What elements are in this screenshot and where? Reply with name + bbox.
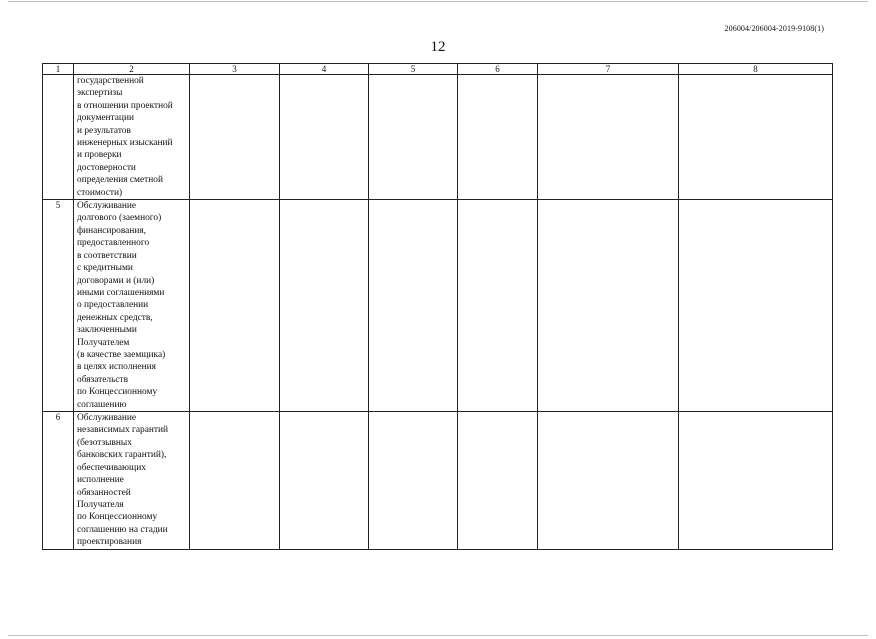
scan-top-edge xyxy=(8,1,868,2)
empty-cell xyxy=(369,75,458,200)
empty-cell xyxy=(538,412,679,550)
scan-bottom-edge xyxy=(8,635,868,636)
empty-cell xyxy=(280,412,369,550)
empty-cell xyxy=(538,200,679,412)
header-cell-8: 8 xyxy=(679,64,833,75)
row-description: Обслуживание независимых гарантий (безотзывных банковских гарантий), обеспечивающих исполнение обязанностей Получателя по Концессионному соглашению на стадии проектирования xyxy=(74,412,190,550)
row-description: государственной экспертизы в отношении проектной документации и результатов инженерных изысканий и проверки достоверности определения сметной стоимости) xyxy=(74,75,190,200)
empty-cell xyxy=(190,75,280,200)
table-row xyxy=(43,412,833,550)
empty-cell xyxy=(369,200,458,412)
header-cell-7: 7 xyxy=(538,64,679,75)
empty-cell xyxy=(190,200,280,412)
table-row xyxy=(43,200,833,412)
table-row xyxy=(43,75,833,200)
empty-cell xyxy=(679,200,833,412)
empty-cell xyxy=(679,75,833,200)
header-cell-6: 6 xyxy=(458,64,538,75)
empty-cell xyxy=(679,412,833,550)
empty-cell xyxy=(458,75,538,200)
header-row xyxy=(43,64,833,75)
row-number: 5 xyxy=(43,200,74,412)
empty-cell xyxy=(190,412,280,550)
header-cell-5: 5 xyxy=(369,64,458,75)
empty-cell xyxy=(280,75,369,200)
header-cell-1: 1 xyxy=(43,64,74,75)
header-cell-4: 4 xyxy=(280,64,369,75)
row-description: Обслуживание долгового (заемного) финансирования, предоставленного в соответствии с кредитными договорами и (или) иными соглашениями о предоставлении денежных средств, заключенными Получателем (в качестве заемщика) в целях исполнения обязательств по Концессионному соглашению xyxy=(74,200,190,412)
empty-cell xyxy=(538,75,679,200)
header-cell-3: 3 xyxy=(190,64,280,75)
page-number: 12 xyxy=(430,39,446,55)
header-cell-2: 2 xyxy=(74,64,190,75)
row-number: 6 xyxy=(43,412,74,550)
empty-cell xyxy=(280,200,369,412)
empty-cell xyxy=(369,412,458,550)
row-number xyxy=(43,75,74,200)
empty-cell xyxy=(458,200,538,412)
data-table xyxy=(42,63,833,550)
empty-cell xyxy=(458,412,538,550)
document-id: 206004/206004-2019-9108(1) xyxy=(724,24,824,33)
